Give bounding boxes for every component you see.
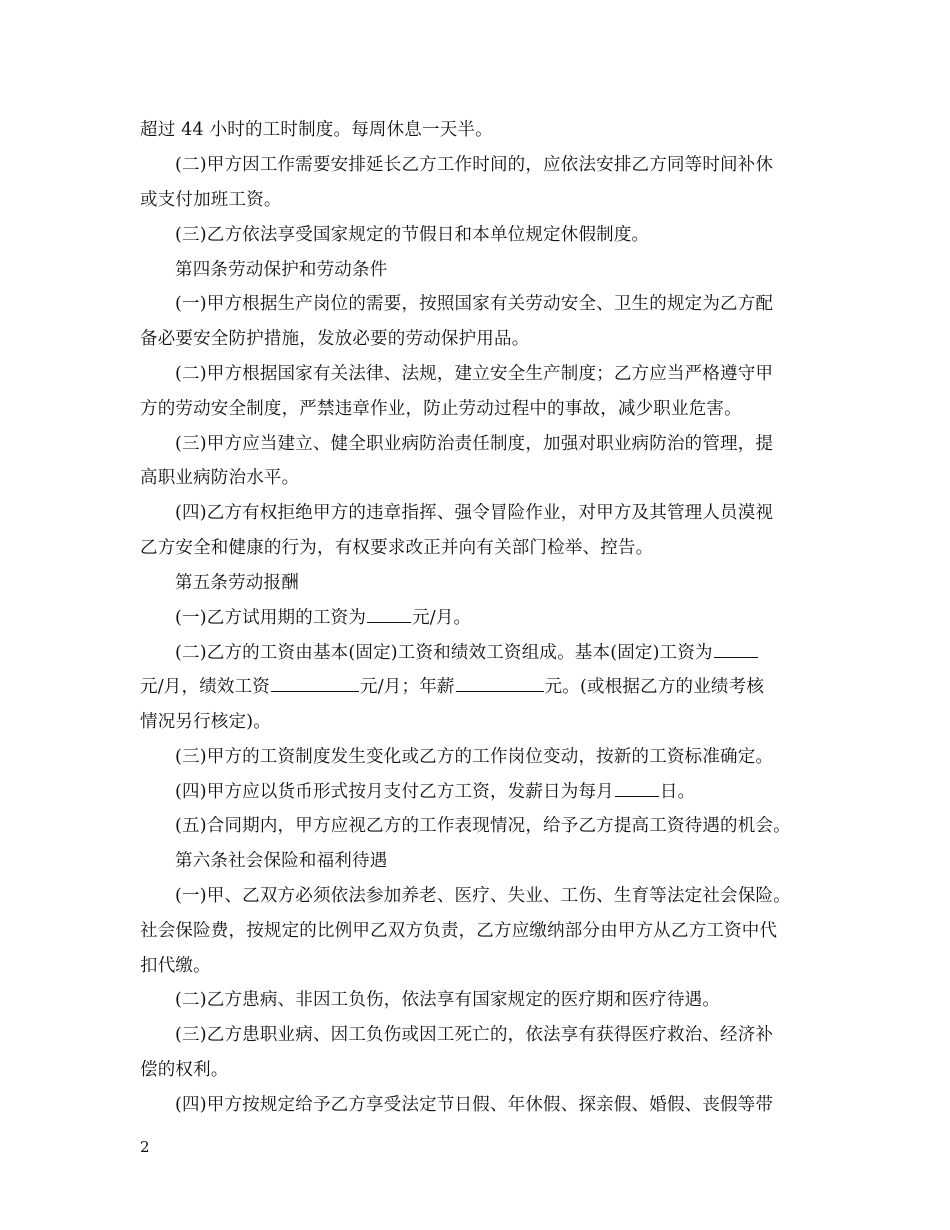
text-segment: (四)甲方应以货币形式按月支付乙方工资，发薪日为每月 xyxy=(175,782,614,802)
text-line: 乙方安全和健康的行为，有权要求改正并向有关部门检举、控告。 xyxy=(140,538,654,558)
text-line: 超过 44 小时的工时制度。每周休息一天半。 xyxy=(140,120,493,140)
text-segment: 元/月，绩效工资 xyxy=(140,677,270,697)
text-segment: (二)乙方的工资由基本(固定)工资和绩效工资组成。基本(固定)工资为 xyxy=(175,643,713,663)
text-line xyxy=(175,637,759,669)
text-line: (三)甲方应当建立、健全职业病防治责任制度，加强对职业病防治的管理，提 xyxy=(175,434,774,454)
text-segment: (一)乙方试用期的工资为 xyxy=(175,608,367,628)
fill-blank[interactable] xyxy=(367,604,411,623)
text-line: (二)甲方根据国家有关法律、法规，建立安全生产制度；乙方应当严格遵守甲 xyxy=(175,364,774,384)
text-line: 方的劳动安全制度，严禁违章作业，防止劳动过程中的事故，减少职业危害。 xyxy=(140,399,742,419)
page-number: 2 xyxy=(140,1138,150,1156)
text-line xyxy=(175,602,471,634)
fill-blank[interactable] xyxy=(456,673,544,692)
article-heading: 第六条社会保险和福利待遇 xyxy=(175,851,388,871)
fill-blank[interactable] xyxy=(271,673,359,692)
text-segment: 元/月；年薪 xyxy=(360,677,455,697)
text-line: (五)合同期内，甲方应视乙方的工作表现情况，给予乙方提高工资待遇的机会。 xyxy=(175,816,791,836)
article-heading: 第五条劳动报酬 xyxy=(175,573,299,593)
text-line: 备必要安全防护措施，发放必要的劳动保护用品。 xyxy=(140,329,530,349)
text-line: (三)乙方患职业病、因工负伤或因工死亡的，依法享有获得医疗救治、经济补 xyxy=(175,1025,774,1045)
text-segment: 元。(或根据乙方的业绩考核 xyxy=(544,677,765,697)
article-heading: 第四条劳动保护和劳动条件 xyxy=(175,260,388,280)
fill-blank[interactable] xyxy=(615,778,659,797)
text-line: 社会保险费，按规定的比例甲乙双方负责，乙方应缴纳部分由甲方从乙方工资中代 xyxy=(140,921,778,941)
text-line: (四)乙方有权拒绝甲方的违章指挥、强令冒险作业，对甲方及其管理人员漠视 xyxy=(175,503,774,523)
text-line: 高职业病防治水平。 xyxy=(140,468,300,488)
text-line: (一)甲方根据生产岗位的需要，按照国家有关劳动安全、卫生的规定为乙方配 xyxy=(175,294,774,314)
text-line: 偿的权利。 xyxy=(140,1060,229,1080)
text-line: 扣代缴。 xyxy=(140,956,211,976)
text-line: (二)乙方患病、非因工负伤，依法享有国家规定的医疗期和医疗待遇。 xyxy=(175,990,721,1010)
text-line xyxy=(175,776,695,808)
text-line: (一)甲、乙双方必须依法参加养老、医疗、失业、工伤、生育等法定社会保险。 xyxy=(175,886,791,906)
text-line: (四)甲方按规定给予乙方享受法定节日假、年休假、探亲假、婚假、丧假等带 xyxy=(175,1095,774,1115)
text-line xyxy=(140,671,764,703)
text-line: (二)甲方因工作需要安排延长乙方工作时间的，应依法安排乙方同等时间补休 xyxy=(175,155,774,175)
text-segment: 日。 xyxy=(659,782,696,802)
fill-blank[interactable] xyxy=(714,639,758,658)
text-line: (三)甲方的工资制度发生变化或乙方的工作岗位变动，按新的工资标准确定。 xyxy=(175,747,774,767)
text-line: 或支付加班工资。 xyxy=(140,190,282,210)
text-segment: 元/月。 xyxy=(412,608,472,628)
text-line: 情况另行核定)。 xyxy=(140,712,271,732)
text-line: (三)乙方依法享受国家规定的节假日和本单位规定休假制度。 xyxy=(175,225,650,245)
